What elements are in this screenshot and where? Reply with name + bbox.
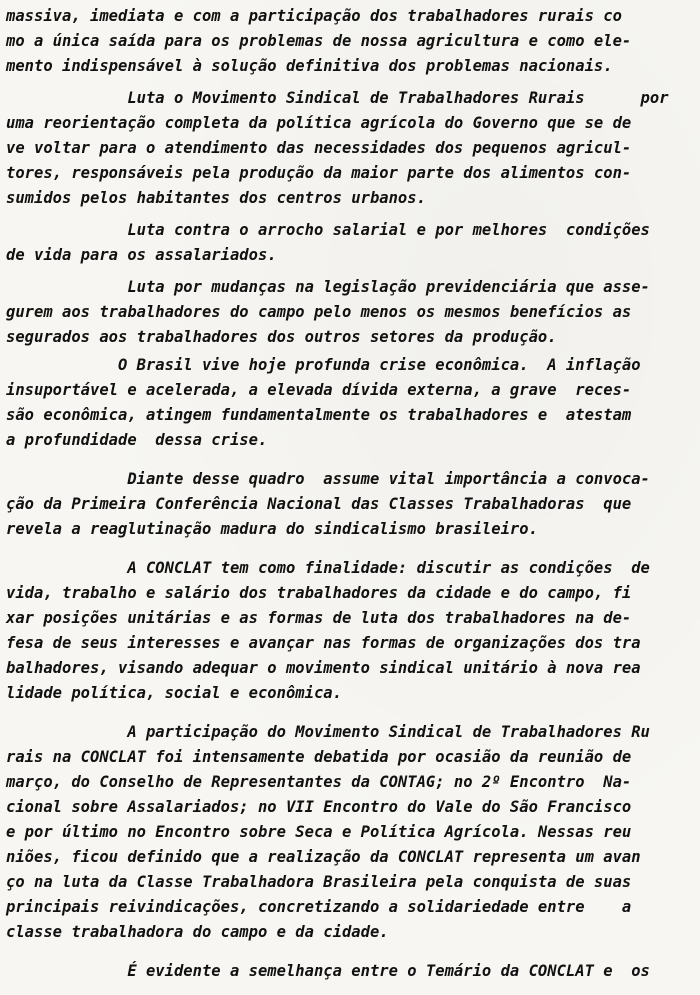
paragraph: É evidente a semelhança entre o Temário da CONCLAT e os xyxy=(6,962,650,980)
document-body xyxy=(6,4,696,984)
paragraph: Luta o Movimento Sindical de Trabalhadores Rurais por uma reorientação completa da política agrícola do Governo que se de ve voltar para o atendimento das necessidades dos pequenos agricul- tores, responsáveis pela produção da maior parte dos alimentos con- sumidos pelos habitantes dos centros urbanos. xyxy=(6,89,669,207)
paragraph: O Brasil vive hoje profunda crise econômica. A inflação insuportável e acelerada, a elevada dívida externa, a grave reces- são econômica, atingem fundamentalmente os trabalhadores e atestam a profundidade dessa crise. xyxy=(6,356,641,449)
paragraph: Luta contra o arrocho salarial e por melhores condições de vida para os assalariados. xyxy=(6,221,650,264)
paragraph: Diante desse quadro assume vital importância a convoca- ção da Primeira Conferência Nacional das Classes Trabalhadoras que revela a reaglutinação madura do sindicalismo brasileiro. xyxy=(6,470,650,538)
paragraph: massiva, imediata e com a participação dos trabalhadores rurais co mo a única saída para os problemas de nossa agricultura e como ele- mento indispensável à solução definitiva dos problemas nacionais. xyxy=(6,7,632,75)
paragraph: A CONCLAT tem como finalidade: discutir as condições de vida, trabalho e salário dos trabalhadores da cidade e do campo, fi xar posições unitárias e as formas de luta dos trabalhadores na de- fesa de seus interesses e avançar nas formas de organizações dos tra balhadores, visando adequar o movimento sindical unitário à nova rea lidade política, social e econômica. xyxy=(6,559,650,702)
paragraph: Luta por mudanças na legislação previdenciária que asse- gurem aos trabalhadores do campo pelo menos os mesmos benefícios as segurados aos trabalhadores dos outros setores da produção. xyxy=(6,278,650,346)
paragraph: A participação do Movimento Sindical de Trabalhadores Ru rais na CONCLAT foi intensamente debatida por ocasião da reunião de março, do Conselho de Representantes da CONTAG; no 2º Encontro Na- cional sobre Assalariados; no VII Encontro do Vale do São Francisco e por último no Encontro sobre Seca e Política Agrícola. Nessas reu niões, ficou definido que a realização da CONCLAT representa um avan ço na luta da Classe Trabalhadora Brasileira pela conquista de suas principais reivindicações, concretizando a solidariedade entre a classe trabalhadora do campo e da cidade. xyxy=(6,723,650,941)
